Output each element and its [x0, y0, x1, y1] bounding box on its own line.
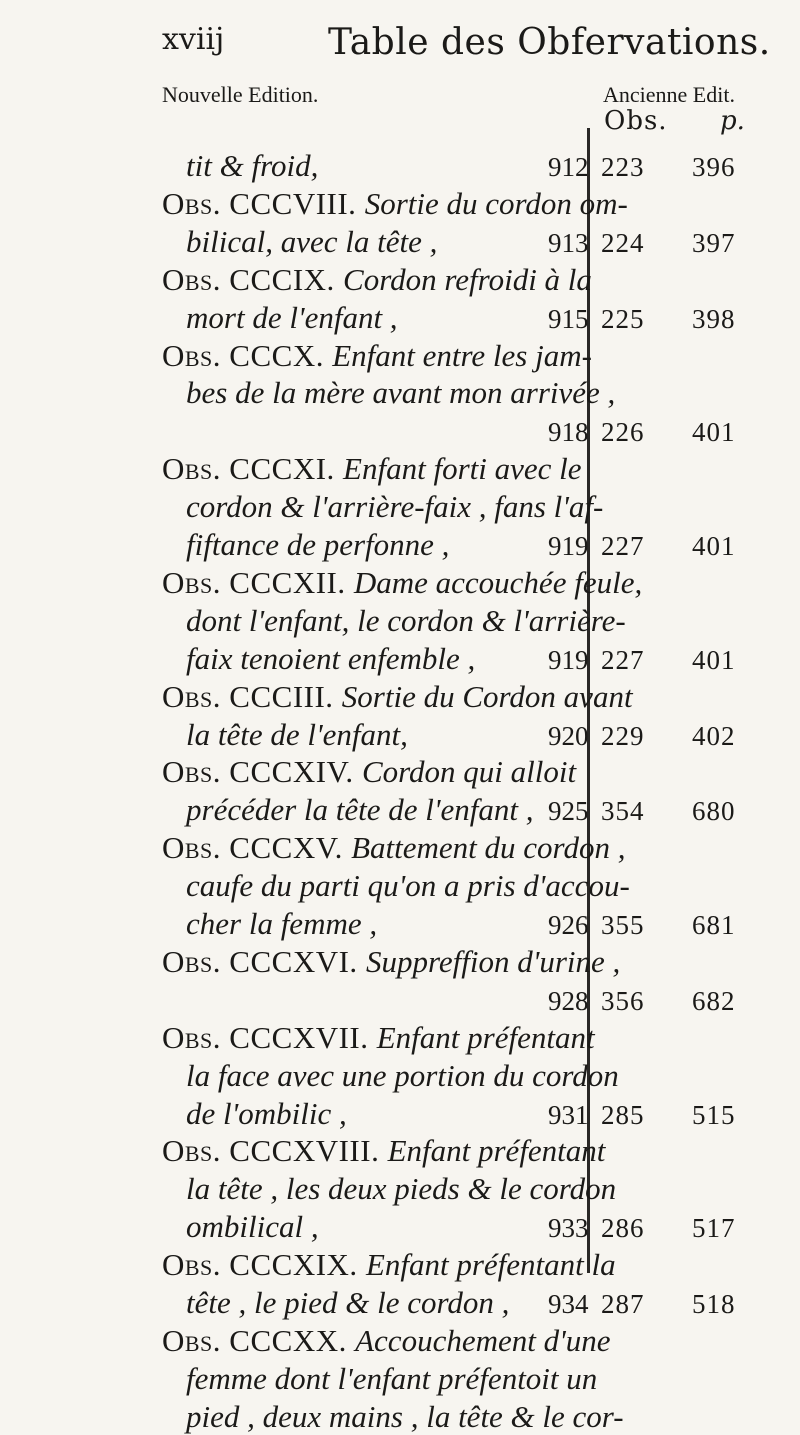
- entry-line: [186, 641, 475, 677]
- observation-label: Obs. CCCXI.: [162, 451, 344, 487]
- entry-line: [162, 1020, 595, 1056]
- observation-title: la tête , les deux pieds & le cordon: [186, 1171, 617, 1207]
- new-edition-page: 925: [548, 796, 589, 827]
- new-edition-page: 928: [548, 985, 589, 1016]
- old-edition-page-number: 402: [692, 720, 736, 751]
- new-edition-page: 934: [548, 1289, 589, 1319]
- old-edition-obs-number: 355: [601, 910, 645, 940]
- old-edition-page-number: 401: [692, 417, 736, 448]
- observation-title: Dame accouchée feule,: [353, 564, 643, 600]
- entry-line: [186, 1399, 624, 1435]
- entry-line: [186, 1209, 319, 1245]
- observation-label: Obs. CCCIII.: [162, 678, 342, 714]
- entry-line: [186, 1058, 619, 1094]
- entry-line: [186, 224, 437, 260]
- entry-line: [162, 338, 592, 374]
- observation-label: Obs. CCCXVIII.: [162, 1133, 388, 1169]
- old-edition-page-number: 517: [692, 1213, 736, 1244]
- new-edition-page: 920: [548, 720, 589, 751]
- new-edition-page: 912: [548, 152, 589, 182]
- observation-label: Obs. CCCXIV.: [162, 754, 362, 790]
- entry-line: [162, 679, 633, 715]
- old-edition-page-number: 682: [692, 985, 736, 1016]
- entry-line: [162, 944, 620, 980]
- observation-label: Obs. CCCXV.: [162, 830, 352, 866]
- old-edition-obs-number: 224: [601, 227, 645, 258]
- old-edition-obs-number: 226: [601, 417, 645, 448]
- observation-title: la tête de l'enfant,: [186, 716, 408, 752]
- entry-line: [186, 1096, 347, 1132]
- observation-label: Obs. CCCXVII.: [162, 1019, 377, 1055]
- observation-label: Obs. CCCX.: [162, 337, 333, 373]
- old-edition-obs-number: 223: [601, 152, 645, 182]
- entry-line: [162, 1323, 610, 1359]
- old-edition-page-number: 518: [692, 1289, 736, 1319]
- observation-title: caufe du parti qu'on a pris d'accou-: [186, 868, 630, 904]
- old-edition-page-number: 680: [692, 796, 736, 827]
- observation-title: tête , le pied & le cordon ,: [186, 1285, 510, 1320]
- observation-title: Suppreffion d'urine ,: [365, 943, 621, 979]
- observation-title: Cordon qui alloit: [361, 754, 577, 790]
- observation-title: faix tenoient enfemble ,: [186, 640, 476, 676]
- observation-title: fiftance de perfonne ,: [186, 527, 450, 562]
- old-edition-obs-number: 227: [601, 644, 645, 675]
- entry-line: [186, 527, 449, 563]
- entry-line: [186, 603, 626, 639]
- old-edition-obs-number: 356: [601, 985, 645, 1016]
- new-edition-page: 919: [548, 644, 589, 675]
- observation-title: Battement du cordon ,: [351, 830, 626, 866]
- old-edition-obs-number: 286: [601, 1213, 645, 1244]
- new-edition-page: 918: [548, 417, 589, 448]
- observation-title: bes de la mère avant mon arrivée ,: [186, 375, 616, 411]
- old-edition-page-number: 397: [692, 227, 736, 258]
- entry-line: [186, 1361, 597, 1397]
- entry-line: [162, 186, 628, 222]
- folio: xviij: [162, 22, 225, 57]
- observation-label: Obs. CCCXII.: [162, 564, 354, 600]
- entry-line: [162, 754, 576, 790]
- observation-title: Cordon refroidi à la: [343, 261, 592, 297]
- observation-label: Obs. CCCXVI.: [162, 943, 366, 979]
- running-title: Table des Obfervations.: [328, 22, 771, 63]
- entry-line: [186, 717, 408, 753]
- observation-title: bilical, avec la tête ,: [186, 223, 438, 259]
- entry-line: [186, 1171, 616, 1207]
- page-column-header: p.: [720, 106, 745, 136]
- observation-title: mort de l'enfant ,: [186, 299, 398, 335]
- observation-title: Enfant entre les jam-: [332, 337, 592, 373]
- old-edition-page-number: 396: [692, 152, 736, 182]
- old-edition-obs-number: 354: [601, 796, 645, 827]
- new-edition-page: 931: [548, 1099, 589, 1130]
- entry-line: [186, 1285, 509, 1321]
- observation-title: Enfant préfentant la: [365, 1247, 616, 1283]
- entry-line: [186, 300, 398, 336]
- entry-line: [162, 451, 582, 487]
- observation-title: Enfant préfentant: [376, 1019, 595, 1055]
- entry-line: [162, 565, 642, 601]
- observation-title: de l'ombilic ,: [186, 1095, 347, 1131]
- observation-label: Obs. CCCXIX.: [162, 1247, 366, 1283]
- new-edition-page: 933: [548, 1213, 589, 1244]
- observation-title: tit & froid,: [186, 148, 319, 183]
- entry-line: [162, 262, 592, 298]
- entry-line: [186, 906, 377, 942]
- old-edition-obs-number: 285: [601, 1099, 645, 1130]
- old-edition-obs-number: 227: [601, 531, 645, 561]
- new-edition-page: 915: [548, 303, 589, 334]
- observation-title: Sortie du cordon om-: [364, 185, 628, 221]
- observation-title: précéder la tête de l'enfant ,: [186, 792, 534, 828]
- new-edition-page: 926: [548, 910, 589, 940]
- obs-column-header: Obs.: [604, 106, 668, 136]
- observation-title: la face avec une portion du cordon: [186, 1057, 619, 1093]
- entry-line: [186, 375, 615, 411]
- old-edition-obs-number: 229: [601, 720, 645, 751]
- old-edition-page-number: 401: [692, 644, 736, 675]
- observation-title: cordon & l'arrière-faix , fans l'af-: [186, 489, 604, 525]
- entry-line: [186, 792, 534, 828]
- new-edition-label: Nouvelle Edition.: [162, 82, 319, 107]
- observation-title: Enfant forti avec le: [343, 451, 582, 487]
- observation-title: femme dont l'enfant préfentoit un: [186, 1360, 598, 1396]
- old-edition-page-number: 398: [692, 303, 736, 334]
- observation-title: Enfant préfentant: [387, 1133, 606, 1169]
- observation-label: Obs. CCCXX.: [162, 1322, 356, 1358]
- entry-line: [162, 1247, 616, 1283]
- observation-label: Obs. CCCVIII.: [162, 185, 365, 221]
- observation-title: ombilical ,: [186, 1209, 319, 1245]
- observation-title: cher la femme ,: [186, 906, 378, 941]
- new-edition-page: 919: [548, 531, 589, 561]
- observation-title: pied , deux mains , la tête & le cor-: [186, 1398, 624, 1434]
- entry-line: [162, 1133, 605, 1169]
- old-edition-page-number: 515: [692, 1099, 736, 1130]
- observation-title: Accouchement d'une: [355, 1322, 611, 1358]
- observation-title: dont l'enfant, le cordon & l'arrière-: [186, 602, 626, 638]
- entry-line: [186, 489, 603, 525]
- entry-line: [186, 868, 630, 904]
- entry-line: [162, 830, 625, 866]
- entry-line: [186, 148, 318, 184]
- old-edition-obs-number: 287: [601, 1289, 645, 1319]
- old-edition-page-number: 681: [692, 910, 736, 940]
- old-edition-page-number: 401: [692, 531, 736, 561]
- old-edition-label: Ancienne Edit.: [603, 82, 735, 107]
- new-edition-page: 913: [548, 227, 589, 258]
- old-edition-obs-number: 225: [601, 303, 645, 334]
- observation-title: Sortie du Cordon avant: [341, 678, 633, 714]
- observation-label: Obs. CCCIX.: [162, 261, 344, 297]
